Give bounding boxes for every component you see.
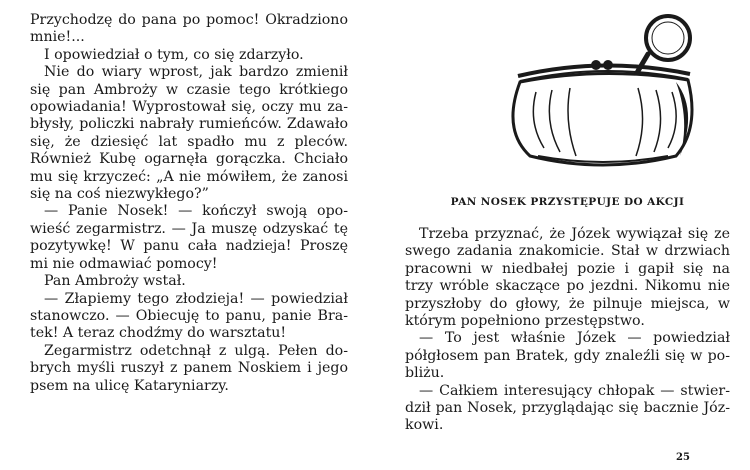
paragraph: — Złapiemy tego złodzieja! — powiedział stanowczo. — Obiecuję to panu, panie Bratek! A teraz chodźmy do warsztatu!	[30, 290, 348, 342]
right-page-text	[405, 226, 730, 435]
paragraph: — Całkiem interesujący chłopak — stwierdził pan Nosek, przyglądając się bacznie Józkowi.	[405, 382, 730, 434]
paragraph: Zegarmistrz odetchnął z ulgą. Pełen dobrych myśli ruszył z panem Noskiem i jego psem na ulicę Kataryniarzy.	[30, 342, 348, 394]
paragraph: Trzeba przyznać, że Józek wywiązał się ze swego zadania znakomicie. Stał w drzwiach pracowni w niedbałej pozie i gapił się na trzy wróble skaczące po jezdni. Nikomu nie przyszłoby do głowy, że pilnuje miejsca, w którym popełniono przestępstwo.	[405, 226, 730, 330]
paragraph: Pan Ambroży wstał.	[44, 273, 186, 290]
paragraph: Przychodzę do pana po pomoc! Okradziono mnie!...	[30, 12, 348, 46]
handbag-with-magnifying-glass-illustration	[508, 10, 698, 180]
paragraph: I opowiedział o tym, co się zdarzyło.	[44, 46, 304, 63]
paragraph: Nie do wiary wprost, jak bardzo zmienił się pan Ambroży w czasie tego krótkiego opowiadania! Wyprostował się, oczy mu zabłysły, policzki nabrały rumieńców. Zdawało się, że dziesięć lat spadło mu z pleców. Również Kubę ogarnęła gorączka. Chciało mu się krzyczeć: „A nie mówiłem, że zanosi się na coś niezwykłego?”	[30, 64, 348, 203]
left-page	[30, 12, 348, 395]
paragraph: — Panie Nosek! — kończył swoją opowieść zegarmistrz. — Ja muszę odzyskać tę pozytywkę! W panu cała nadzieja! Proszę mi nie odmawiać pomocy!	[30, 203, 348, 272]
page-number: 25	[676, 452, 690, 463]
illustration-caption: PAN NOSEK PRZYSTĘPUJE DO AKCJI	[450, 196, 685, 208]
paragraph: — To jest właśnie Józek — powiedział półgłosem pan Bratek, gdy znaleźli się w pobliżu.	[405, 330, 730, 382]
